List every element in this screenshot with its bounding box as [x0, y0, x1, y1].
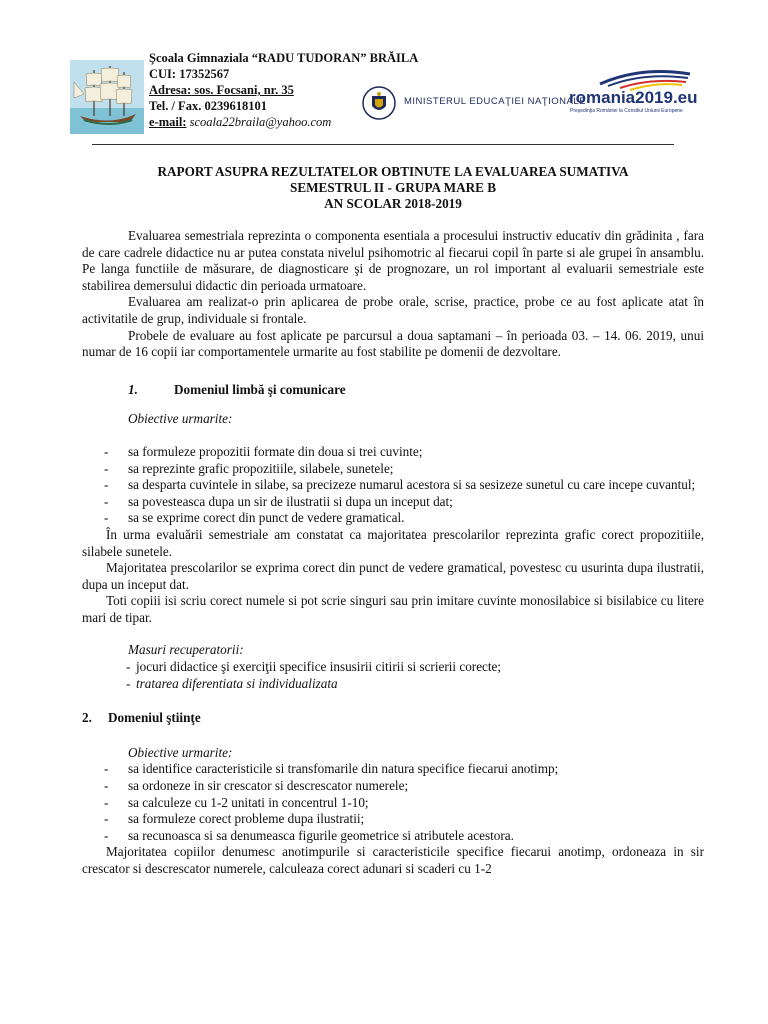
ministry-name: MINISTERUL EDUCAŢIEI NAŢIONALE	[404, 96, 586, 107]
list-item: - sa desparta cuvintele in silabe, sa precizeze numarul acestora si sa sesizeze sunetul cu care incepe cuvantul;	[82, 477, 704, 494]
list-item: - sa ordoneze in sir crescator si descrescator numerele;	[82, 778, 704, 795]
romania-coat-of-arms-icon	[362, 86, 396, 120]
section-title: Domeniul limbă şi comunicare	[174, 381, 346, 397]
results-paragraph: Majoritatea copiilor denumesc anotimpurile si caracteristicile specifice fiecarui anotimp, ordoneaza in sir crescator si descrescator numerele, calculeaza corect adunari si scaderi cu 1-2	[82, 844, 704, 876]
objectives-label: Obiective urmarite:	[128, 744, 233, 760]
objectives-list	[82, 444, 704, 527]
measures-label: Masuri recuperatorii:	[128, 642, 244, 658]
report-body	[82, 164, 704, 878]
list-item: - sa formuleze corect probleme dupa ilustratii;	[82, 811, 704, 828]
list-item: - sa recunoasca si sa denumeasca figurile geometrice si atributele acestora.	[82, 828, 704, 845]
address-value: sos. Focsani, nr. 35	[191, 83, 294, 97]
sailing-ship-logo	[70, 60, 144, 134]
intro-paragraph: Evaluarea am realizat-o prin aplicarea de probe orale, scrise, practice, probe ce au fost aplicate atat în activitatile de grup, individuale si frontale.	[82, 294, 704, 326]
list-item: - jocuri didactice şi exerciţii specifice insusirii citirii si scrierii corecte;	[82, 659, 704, 676]
school-phone: Tel. / Fax. 0239618101	[149, 99, 267, 113]
list-item: - tratarea diferentiata si individualizata	[82, 676, 704, 693]
report-title	[82, 164, 704, 212]
results-paragraph: Toti copiii isi scriu corect numele si pot scrie singuri sau prin imitare cuvinte monosilabice si bisilabice cu litere mari de tipar.	[82, 593, 704, 625]
title-line-3: AN SCOLAR 2018-2019	[324, 196, 462, 211]
title-line-2: SEMESTRUL II - GRUPA MARE B	[289, 180, 497, 195]
measures-list	[82, 659, 704, 692]
school-cui: CUI: 17352567	[149, 67, 230, 81]
objectives-label: Obiective urmarite:	[128, 411, 233, 427]
intro-paragraph: Evaluarea semestriala reprezinta o componenta esentiala a procesului instructiv educativ din grădinita , fara de care cadrele didactice nu ar putea constata nivelul psihomotric al fiecarui copil în parte si ale grupei în ansamblu. Pe langa functiile de măsurare, de diagnosticare şi de prognozare, un rol important al evaluarii semestriale este stabilirea demersului didactic din perioada urmatoare.	[82, 228, 704, 293]
section-number: 1.	[128, 381, 138, 397]
romania-2019-subtitle: Preşedinţia României la Consiliul Uniunii Europene	[570, 108, 683, 114]
document-header	[0, 0, 768, 150]
results-paragraph: În urma evaluării semestriale am constatat ca majoritatea prescolarilor reprezinta grafic corect propozitiile, silabele sunetele.	[82, 526, 704, 559]
header-divider	[92, 144, 674, 145]
list-item: - sa identifice caracteristicile si transfomarile din natura specifice fiecarui anotimp;	[82, 761, 704, 778]
section-number: 2.	[82, 710, 92, 726]
section-heading	[82, 710, 704, 727]
romania-2019-wordmark: romania2019.eu	[569, 88, 698, 107]
address-label: Adresa:	[149, 83, 192, 97]
title-line-1: RAPORT ASUPRA REZULTATELOR OBTINUTE LA EVALUAREA SUMATIVA	[157, 164, 629, 179]
objectives-list	[82, 761, 704, 844]
list-item: - sa povesteasca dupa un sir de ilustratii si dupa un inceput dat;	[82, 494, 704, 511]
section-title: Domeniul ştiinţe	[108, 710, 201, 726]
list-item: - sa se exprime corect din punct de vedere gramatical.	[82, 510, 704, 527]
results-paragraph: Majoritatea prescolarilor se exprima corect din punct de vedere gramatical, povestesc cu usurinta dupa ilustratii, dupa un inceput dat.	[82, 560, 704, 592]
list-item: - sa reprezinte grafic propozitiile, silabele, sunetele;	[82, 461, 704, 478]
list-item: - sa calculeze cu 1-2 unitati in concentrul 1-10;	[82, 795, 704, 812]
section-heading	[128, 382, 704, 399]
school-name: Şcoala Gimnaziala “RADU TUDORAN” BRĂILA	[149, 51, 419, 65]
email-label: e-mail:	[149, 115, 187, 129]
intro-paragraph: Probele de evaluare au fost aplicate pe parcursul a doua saptamani – în perioada 03. – 14. 06. 2019, unui numar de 16 copii iar comportamentele urmarite au fost stabilite pe domenii de dezvoltare.	[82, 327, 704, 360]
list-item: - sa formuleze propozitii formate din doua si trei cuvinte;	[82, 444, 704, 461]
email-value: scoala22braila@yahoo.com	[186, 115, 332, 129]
